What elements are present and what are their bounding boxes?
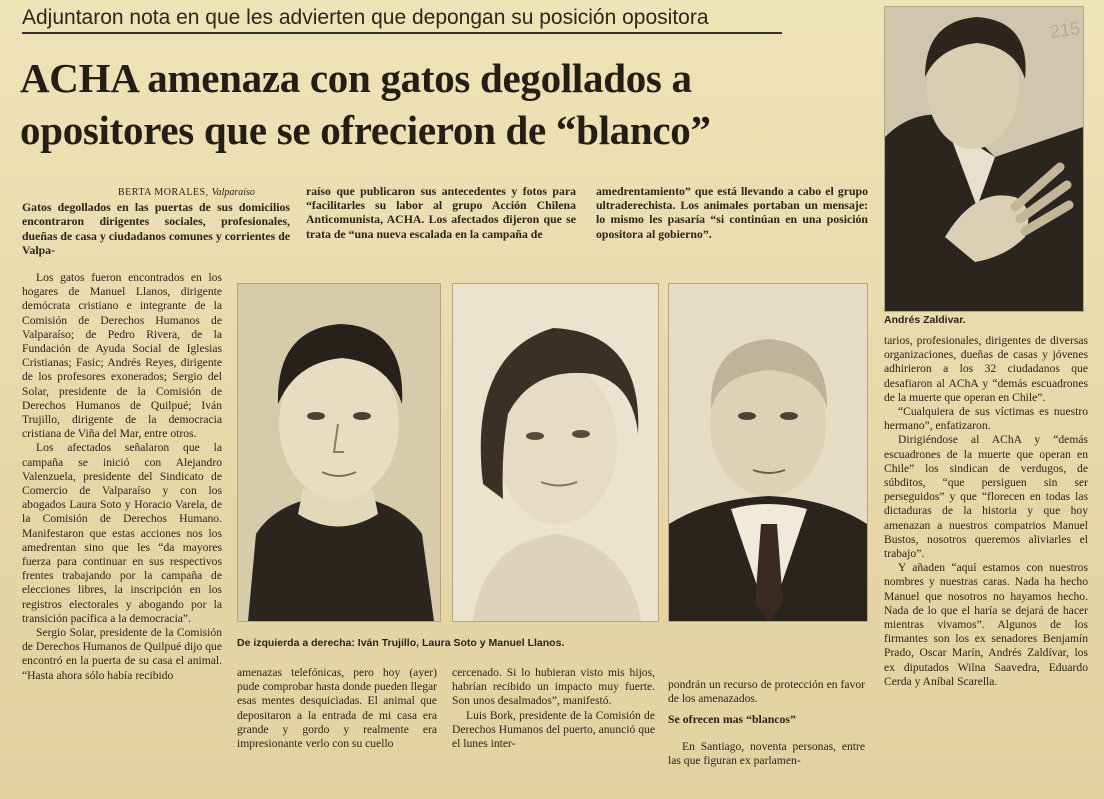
- photo-laura-soto: [452, 283, 659, 622]
- bottom-column-1: [237, 666, 437, 751]
- paragraph: Dirigiéndose al AChA y “demás escuadrones de la muerte que operan en Chile” los sindican de verdugos, de súbditos, “que persiguen sin ser perseguidos” y que “florecen en todas las dictaduras de la historia y que hoy amenazan a nuestros compatrios Manuel Bustos, nosotros queremos aliviarles el trabajo”.: [884, 433, 1088, 561]
- paragraph: tarios, profesionales, dirigentes de diversas organizaciones, dueñas de casas y jóvenes adhirieron a los 32 ciudadanos que desafiaron al AChA y “demás escuadrones de la muerte que operan en Chile”.: [884, 334, 1088, 404]
- right-body-column: [884, 334, 1088, 689]
- byline-author: BERTA MORALES,: [118, 187, 209, 198]
- lead-column-1: [22, 184, 290, 257]
- lead-column-3: amedrentamiento” que está llevando a cabo el grupo ultraderechista. Los animales portaban un mensaje: lo mismo les pasaría “si continúan en una posición opositora al gobierno”.: [596, 184, 868, 241]
- headline-line-1: ACHA amenaza con gatos degollados a: [20, 55, 692, 101]
- kicker-headline: Adjuntaron nota en que les advierten que depongan su posición opositora: [22, 6, 782, 34]
- photo-andres-zaldivar: [884, 6, 1084, 312]
- paragraph: Luis Bork, presidente de la Comisión de Derechos Humanos del puerto, anunció que el lunes inter-: [452, 708, 655, 751]
- zaldivar-caption: Andrés Zaldivar.: [884, 314, 966, 326]
- page-number: 215: [1048, 18, 1082, 42]
- bottom-column-2: [452, 666, 655, 751]
- paragraph: Los gatos fueron encontrados en los hogares de Manuel Llanos, dirigente demócrata cristiano e integrante de la Comisión de Derechos Humanos de Valparaíso; de Pedro Rivera, de la Fundación de Ayuda Social de Iglesias Cristianas; Fasic; Andrés Reyes, dirigente de los profesores exonerados; Sergio del Solar, presidente de la Comisión de Derechos Humanos de Quilpué; Iván Trujillo, dirigente de la democracia cristiana de Viña del Mar, entre otros.: [22, 271, 222, 441]
- lead-text-1: Gatos degollados en las puertas de sus domicilios encontraron dirigentes sociales, profesionales, dueñas de casa y ciudadanos comunes y corrientes de Valpa-: [22, 200, 290, 257]
- main-headline: [20, 52, 880, 156]
- paragraph: Los afectados señalaron que la campaña se inició con Alejandro Valenzuela, presidente del Sindicato de Comercio de Valparaíso y con los abogados Laura Soto y Horacio Varela, de la Comisión de Derechos Humano. Manifestaron que estas acciones nos los amedrentan sino que les “da mayores fuerza para continuar en sus respectivos frentes trabajando por la campaña de elecciones libres, la inscripción en los registros electorales y abogando por la transición pacífica a la democracia”.: [22, 441, 222, 625]
- paragraph: cercenado. Si lo hubieran visto mis hijos, habrían recibido un impacto muy fuerte. Son unos desalmados”, manifestó.: [452, 666, 655, 708]
- photo-caption: De izquierda a derecha: Iván Trujillo, Laura Soto y Manuel Llanos.: [237, 637, 565, 649]
- bottom-column-3-continued: [668, 740, 865, 768]
- paragraph: Sergio Solar, presidente de la Comisión de Derechos Humanos de Quilpué dijo que encontró en la puerta de su casa el animal. “Hasta ahora sólo había recibido: [22, 626, 222, 682]
- paragraph: amenazas telefónicas, pero hoy (ayer) pude comprobar hasta donde pueden llegar esas mentes desquiciadas. El animal que depositaron a la entrada de mi casa era grande y gordo y realmente era impresionante verlo con su cuello: [237, 666, 437, 751]
- bottom-column-3: [668, 678, 865, 706]
- paragraph: Y añaden “aquí estamos con nuestros nombres y nuestras caras. Nada ha hecho Manuel que nosotros no hayamos hecho. Nada de lo que el haría se dejará de hacer mientras vivamos”. Algunos de los firmantes son los ex senadores Benjamín Prado, Oscar Marín, Andrés Zaldívar, los ex diputados Wilna Saavedra, Eduardo Cerda y Aníbal Scarella.: [884, 561, 1088, 688]
- byline-location: Valparaíso: [211, 187, 255, 198]
- photo-manuel-llanos: [668, 283, 868, 622]
- paragraph: pondrán un recurso de protección en favor de los amenazados.: [668, 678, 865, 706]
- byline: [22, 184, 290, 200]
- left-body-column: [22, 271, 222, 683]
- paragraph: En Santiago, noventa personas, entre las que figuran ex parlamen-: [668, 740, 865, 768]
- photo-ivan-trujillo: [237, 283, 441, 622]
- headline-line-2: opositores que se ofrecieron de “blanco”: [20, 107, 711, 153]
- paragraph: “Cualquiera de sus víctimas es nuestro hermano”, enfatizaron.: [884, 405, 1088, 433]
- lead-column-2: raíso que publicaron sus antecedentes y fotos para “facilitarles su labor al grupo Acción Chilena Anticomunista, ACHA. Los afectados dijeron que se trata de “una nueva escalada en la campaña de: [306, 184, 576, 241]
- section-subhead: Se ofrecen mas “blancos”: [668, 712, 796, 726]
